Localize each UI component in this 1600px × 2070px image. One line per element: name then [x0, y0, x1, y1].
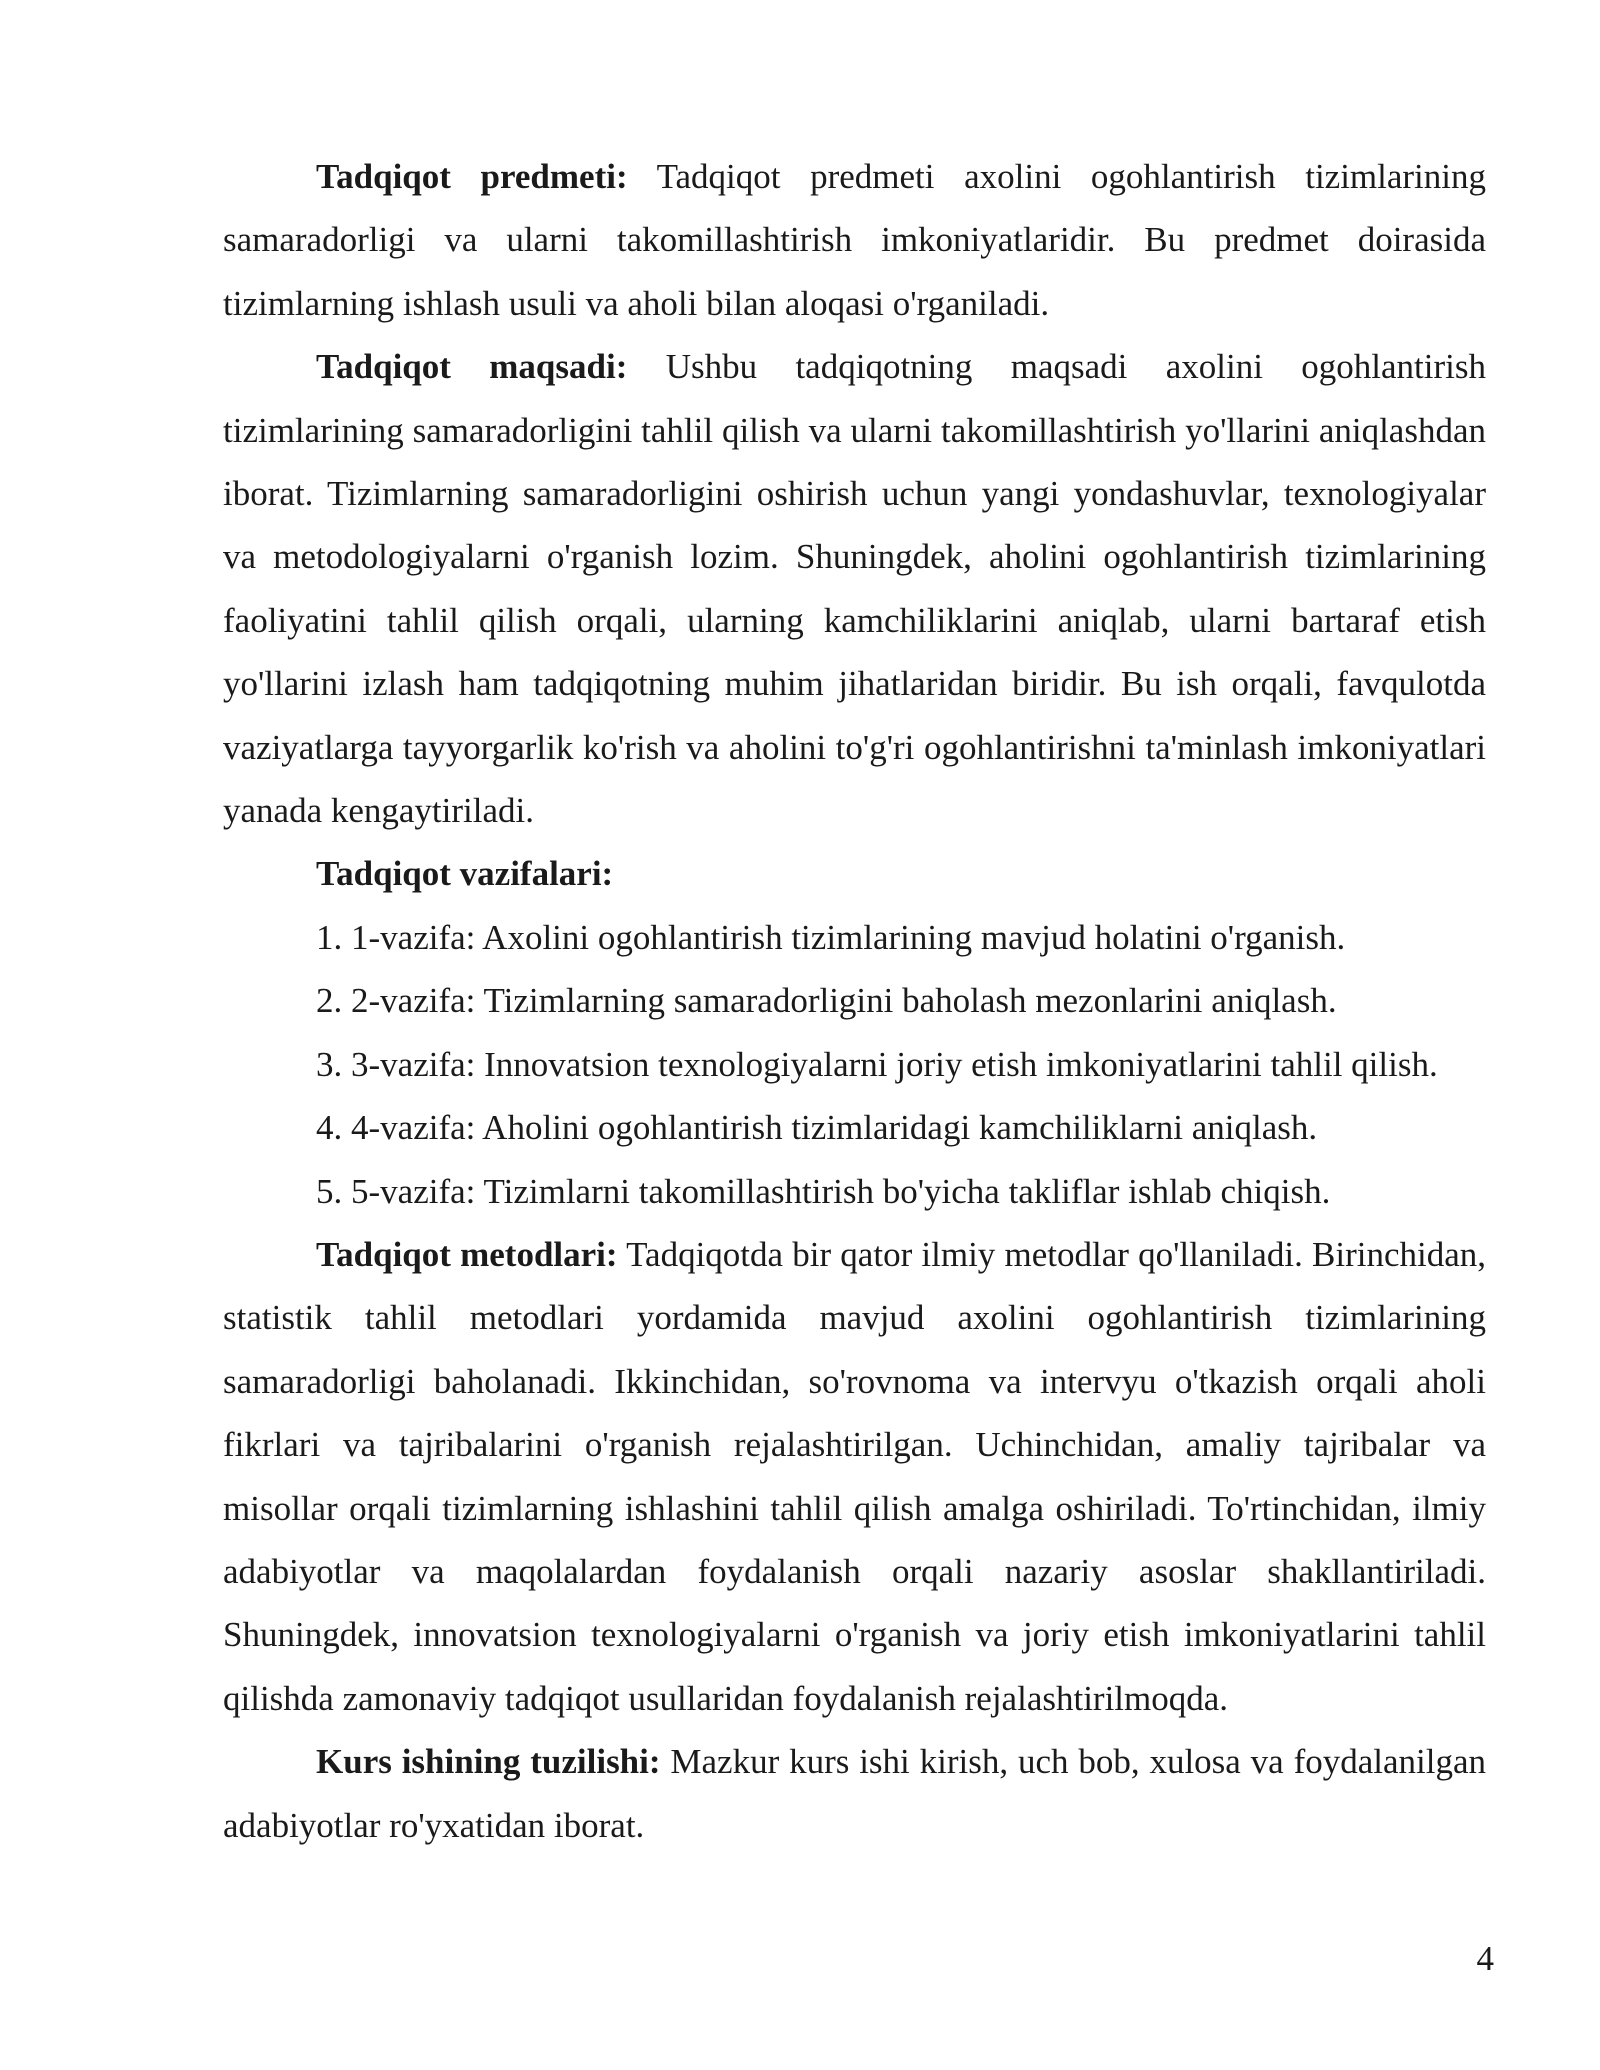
- paragraph-heading: Tadqiqot metodlari:: [316, 1234, 618, 1274]
- paragraph-predmeti: [223, 145, 1486, 335]
- paragraph-text: Mazkur kurs ishi kirish, uch bob, xulosa va foydalanilgan adabiyotlar ro'yxatidan iborat.: [223, 1742, 1486, 1845]
- tasks-list: [223, 906, 1486, 1223]
- paragraph-heading: Tadqiqot maqsadi:: [316, 347, 628, 387]
- paragraph-text: Tadqiqotda bir qator ilmiy metodlar qo'llaniladi. Birinchidan, statistik tahlil metodlari yordamida mavjud axolini ogohlantirish tizimlarining samaradorligi baholanadi. Ikkinchidan, so'rovnoma va intervyu o'tkazish orqali aholi fikrlari va tajribalarini o'rganish rejalashtirilgan. Uchinchidan, amaliy tajribalar va misollar orqali tizimlarning ishlashini tahlil qilish amalga oshiriladi. To'rtinchidan, ilmiy adabiyotlar va maqolalardan foydalanish orqali nazariy asoslar shakllantiriladi. Shuningdek, innovatsion texnologiyalarni o'rganish va joriy etish imkoniyatlarini tahlil qilishda zamonaviy tadqiqot usullaridan foydalanish rejalashtirilmoqda.: [223, 1234, 1486, 1718]
- tasks-heading: Tadqiqot vazifalari:: [316, 854, 614, 894]
- paragraph-tuzilishi: [223, 1730, 1486, 1857]
- paragraph-heading: Kurs ishining tuzilishi:: [316, 1742, 661, 1782]
- list-item: 2. 2-vazifa: Tizimlarning samaradorligini baholash mezonlarini aniqlash.: [316, 981, 1337, 1021]
- document-page: [223, 145, 1486, 1857]
- list-item: 3. 3-vazifa: Innovatsion texnologiyalarni joriy etish imkoniyatlarini tahlil qilish.: [316, 1044, 1438, 1084]
- list-item: 1. 1-vazifa: Axolini ogohlantirish tizimlarining mavjud holatini o'rganish.: [316, 917, 1346, 957]
- paragraph-metodlari: [223, 1223, 1486, 1730]
- paragraph-heading: Tadqiqot predmeti:: [316, 157, 628, 196]
- paragraph-text: Tadqiqot predmeti axolini ogohlantirish tizimlarining samaradorligi va ularni takomillashtirish imkoniyatlaridir. Bu predmet doirasida tizimlarning ishlash usuli va aholi bilan aloqasi o'rganiladi.: [223, 157, 1487, 323]
- list-item: 4. 4-vazifa: Aholini ogohlantirish tizimlaridagi kamchiliklarni aniqlash.: [316, 1108, 1318, 1148]
- page-number: 4: [1476, 1939, 1494, 1978]
- paragraph-maqsadi: [223, 335, 1486, 842]
- list-item: 5. 5-vazifa: Tizimlarni takomillashtirish bo'yicha takliflar ishlab chiqish.: [316, 1171, 1331, 1211]
- paragraph-text: Ushbu tadqiqotning maqsadi axolini ogohlantirish tizimlarining samaradorligini tahlil qilish va ularni takomillashtirish yo'llarini aniqlashdan iborat. Tizimlarning samaradorligini oshirish uchun yangi yondashuvlar, texnologiyalar va metodologiyalarni o'rganish lozim. Shuningdek, aholini ogohlantirish tizimlarining faoliyatini tahlil qilish orqali, ularning kamchiliklarini aniqlab, ularni bartaraf etish yo'llarini izlash ham tadqiqotning muhim jihatlaridan biridir. Bu ish orqali, favqulotda vaziyatlarga tayyorgarlik ko'rish va aholini to'g'ri ogohlantirishni ta'minlash imkoniyatlari yanada kengaytiriladi.: [223, 347, 1486, 831]
